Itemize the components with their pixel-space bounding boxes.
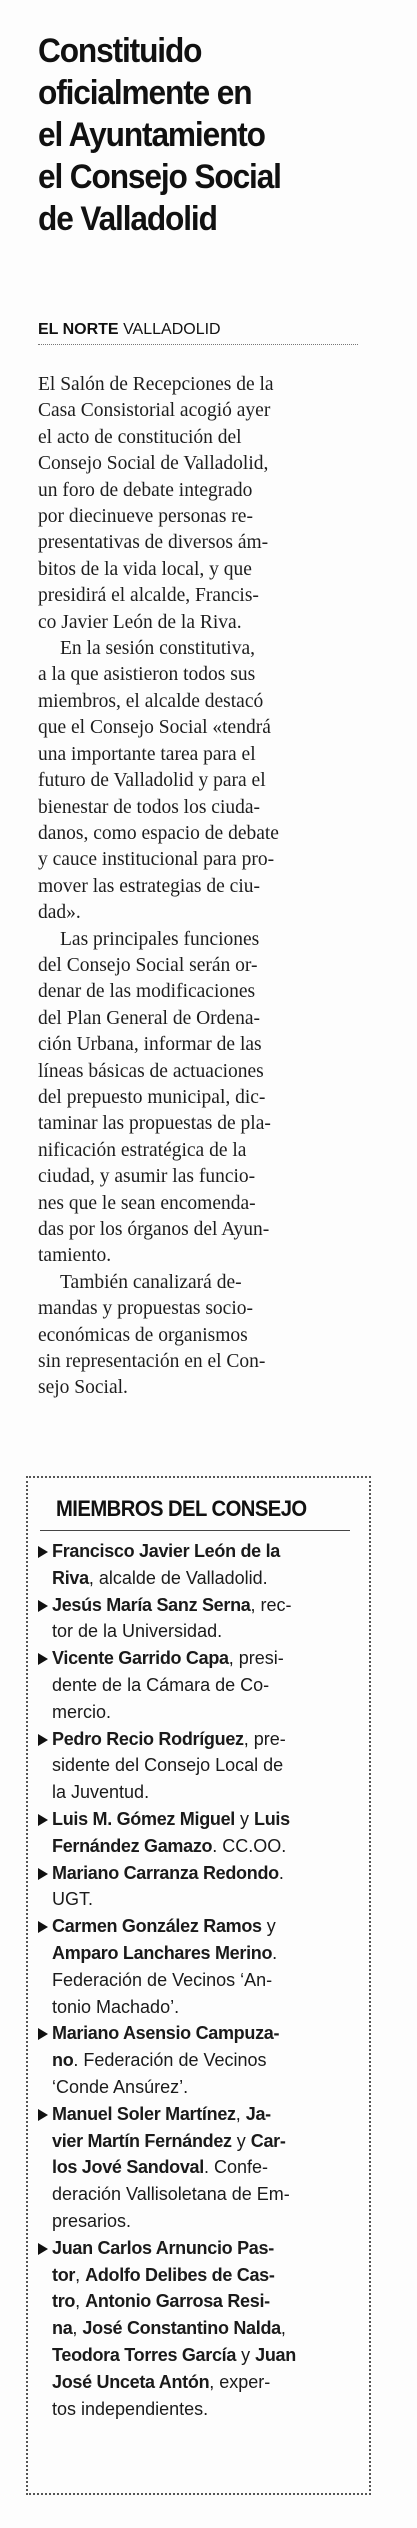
body-line: En la sesión constitutiva, bbox=[60, 638, 255, 660]
member-role: Federación de Vecinos ‘An- bbox=[52, 1969, 273, 1990]
member-line bbox=[52, 2288, 368, 2315]
member-line bbox=[52, 2101, 368, 2128]
member-name: no bbox=[52, 2050, 74, 2071]
member-line bbox=[52, 1672, 368, 1699]
member-role: , exper- bbox=[209, 2371, 271, 2392]
triangle-bullet-icon bbox=[38, 1546, 48, 1558]
member-role: . Confe- bbox=[203, 2157, 268, 2178]
body-line: sejo Social. bbox=[38, 1377, 128, 1399]
body-line: un foro de debate integrado bbox=[38, 479, 253, 501]
body-line: denar de las modificaciones bbox=[38, 981, 256, 1003]
triangle-bullet-icon bbox=[38, 1814, 48, 1826]
member-role: y bbox=[261, 1916, 276, 1937]
byline-divider bbox=[38, 344, 358, 345]
member-line bbox=[52, 2208, 368, 2235]
member-entry bbox=[38, 2020, 368, 2100]
member-role: . CC.OO. bbox=[212, 1835, 287, 1856]
member-name: Adolfo Delibes de Cas- bbox=[85, 2264, 275, 2285]
member-name: Amparo Lanchares Merino bbox=[52, 1942, 273, 1963]
byline-outlet: EL NORTE bbox=[38, 321, 119, 338]
body-line: das por los órganos del Ayun- bbox=[38, 1219, 270, 1240]
member-role: mercio. bbox=[52, 1701, 112, 1722]
body-line: miembros, el alcalde destacó bbox=[38, 690, 264, 712]
member-line bbox=[52, 2047, 368, 2074]
member-role: , bbox=[280, 2318, 286, 2339]
member-line bbox=[52, 1752, 368, 1779]
member-role: , bbox=[75, 2264, 86, 2285]
member-name: Juan Carlos Arnuncio Pas- bbox=[52, 2237, 274, 2258]
triangle-bullet-icon bbox=[38, 2109, 48, 2121]
member-line bbox=[52, 1565, 368, 1592]
body-line: También canalizará de- bbox=[60, 1271, 242, 1293]
article-headline bbox=[38, 30, 354, 240]
member-entry bbox=[38, 2235, 368, 2423]
member-role: , bbox=[75, 2291, 86, 2312]
member-line bbox=[52, 2181, 368, 2208]
member-name: tro bbox=[52, 2291, 76, 2312]
member-line bbox=[52, 1699, 368, 1726]
member-name: Jesús María Sanz Serna bbox=[52, 1594, 251, 1615]
member-name: José Unceta Antón bbox=[52, 2371, 210, 2392]
body-line: Consejo Social de Valladolid, bbox=[38, 453, 269, 475]
member-role: , alcalde de Valladolid. bbox=[88, 1567, 268, 1588]
body-line: y cauce institucional para pro- bbox=[38, 849, 275, 871]
body-line: tamiento. bbox=[38, 1245, 112, 1267]
member-line bbox=[52, 2396, 368, 2423]
member-role: , pre- bbox=[243, 1728, 286, 1749]
byline-place: VALLADOLID bbox=[123, 321, 221, 338]
body-line: a la que asistieron todos sus bbox=[38, 664, 256, 686]
body-line: del prepuesto municipal, dic- bbox=[38, 1086, 266, 1108]
triangle-bullet-icon bbox=[38, 1868, 48, 1880]
member-name: Teodora Torres García bbox=[52, 2344, 237, 2365]
member-role: UGT. bbox=[52, 1889, 94, 1910]
member-role: sidente del Consejo Local de bbox=[52, 1755, 284, 1776]
member-role: tor de la Universidad. bbox=[52, 1621, 223, 1642]
member-role: , presi- bbox=[228, 1648, 284, 1669]
triangle-bullet-icon bbox=[38, 1600, 48, 1612]
member-name: Car- bbox=[250, 2130, 286, 2151]
body-line: mover las estrategias de ciu- bbox=[38, 875, 260, 897]
member-line bbox=[52, 1886, 368, 1913]
member-role: y bbox=[231, 2130, 251, 2151]
member-line bbox=[52, 1618, 368, 1645]
body-line: el acto de constitución del bbox=[38, 426, 242, 448]
member-entry bbox=[38, 1913, 368, 2020]
body-line: líneas básicas de actuaciones bbox=[38, 1060, 264, 1082]
triangle-bullet-icon bbox=[38, 1734, 48, 1746]
member-name: Riva bbox=[52, 1567, 89, 1588]
member-line bbox=[52, 2342, 368, 2369]
member-role: tonio Machado’. bbox=[52, 1996, 180, 2017]
member-entry bbox=[38, 1726, 368, 1806]
member-line bbox=[52, 1592, 368, 1619]
member-line bbox=[52, 1913, 368, 1940]
member-name: na bbox=[52, 2318, 73, 2339]
member-entry bbox=[38, 2101, 368, 2235]
headline-line: oficialmente en bbox=[38, 74, 252, 112]
body-line: dad». bbox=[38, 902, 81, 924]
member-name: Manuel Soler Martínez bbox=[52, 2103, 236, 2124]
body-line: danos, como espacio de debate bbox=[38, 822, 279, 844]
member-entry bbox=[38, 1592, 368, 1646]
member-name: Juan bbox=[255, 2344, 296, 2365]
body-line: Casa Consistorial acogió ayer bbox=[38, 400, 271, 422]
member-name: vier Martín Fernández bbox=[52, 2130, 232, 2151]
triangle-bullet-icon bbox=[38, 1921, 48, 1933]
headline-line: el Ayuntamiento bbox=[38, 116, 265, 154]
member-line bbox=[52, 1860, 368, 1887]
member-name: Pedro Recio Rodríguez bbox=[52, 1728, 244, 1749]
body-line: nes que le sean encomenda- bbox=[38, 1192, 256, 1214]
member-line bbox=[52, 1833, 368, 1860]
member-role: . bbox=[278, 1862, 284, 1883]
member-role: . bbox=[272, 1942, 278, 1963]
body-line: nificación estratégica de la bbox=[38, 1139, 247, 1161]
member-name: tor bbox=[52, 2264, 76, 2285]
headline-line: el Consejo Social bbox=[38, 158, 281, 196]
body-line: del Plan General de Ordena- bbox=[38, 1007, 260, 1029]
member-name: Carmen González Ramos bbox=[52, 1916, 262, 1937]
body-line: taminar las propuestas de pla- bbox=[38, 1113, 271, 1135]
member-line bbox=[52, 1806, 368, 1833]
member-role: tos independientes. bbox=[52, 2398, 209, 2419]
member-line bbox=[52, 1726, 368, 1753]
body-line: co Javier León de la Riva. bbox=[38, 611, 242, 633]
member-name: los Jové Sandoval bbox=[52, 2157, 204, 2178]
member-name: Luis bbox=[254, 1808, 290, 1829]
members-box-title-divider bbox=[40, 1530, 350, 1531]
member-name: José Constantino Nalda bbox=[82, 2318, 281, 2339]
member-name: Fernández Gamazo bbox=[52, 1835, 213, 1856]
member-line bbox=[52, 2154, 368, 2181]
member-line bbox=[52, 2074, 368, 2101]
member-line bbox=[52, 1940, 368, 1967]
member-line bbox=[52, 2315, 368, 2342]
members-list bbox=[38, 1538, 368, 2422]
member-role: . Federación de Vecinos bbox=[73, 2050, 267, 2071]
member-role: , rec- bbox=[250, 1594, 292, 1615]
body-line: presidirá el alcalde, Francis- bbox=[38, 585, 259, 607]
member-role: y bbox=[236, 2344, 256, 2365]
member-line bbox=[52, 1538, 368, 1565]
body-line: ción Urbana, informar de las bbox=[38, 1034, 262, 1056]
body-line: por diecinueve personas re- bbox=[38, 506, 253, 528]
member-name: Mariano Carranza Redondo bbox=[52, 1862, 279, 1883]
member-line bbox=[52, 1994, 368, 2021]
body-line: El Salón de Recepciones de la bbox=[38, 374, 274, 395]
headline-line: de Valladolid bbox=[38, 200, 217, 238]
body-line: que el Consejo Social «tendrá bbox=[38, 717, 271, 739]
triangle-bullet-icon bbox=[38, 2028, 48, 2040]
member-line bbox=[52, 2262, 368, 2289]
body-line: económicas de organismos bbox=[38, 1324, 248, 1346]
article-byline bbox=[38, 321, 378, 339]
headline-line: Constituido bbox=[38, 32, 202, 70]
body-line: una importante tarea para el bbox=[38, 743, 256, 765]
member-role: presarios. bbox=[52, 2210, 132, 2231]
body-line: presentativas de diversos ám- bbox=[38, 532, 269, 554]
member-name: Vicente Garrido Capa bbox=[52, 1648, 229, 1669]
member-line bbox=[52, 1779, 368, 1806]
member-entry bbox=[38, 1806, 368, 1860]
body-line: bitos de la vida local, y que bbox=[38, 558, 252, 580]
body-line: sin representación en el Con- bbox=[38, 1351, 266, 1373]
body-line: ciudad, y asumir las funcio- bbox=[38, 1166, 256, 1188]
article-body bbox=[38, 372, 368, 1402]
member-role: , bbox=[235, 2103, 246, 2124]
member-line bbox=[52, 2235, 368, 2262]
member-entry bbox=[38, 1645, 368, 1725]
member-name: Antonio Garrosa Resi- bbox=[85, 2291, 270, 2312]
member-name: Luis M. Gómez Miguel bbox=[52, 1808, 236, 1829]
body-line: Las principales funciones bbox=[60, 928, 260, 950]
triangle-bullet-icon bbox=[38, 2243, 48, 2255]
member-name: Ja- bbox=[245, 2103, 271, 2124]
member-role: ‘Conde Ansúrez’. bbox=[52, 2076, 189, 2097]
triangle-bullet-icon bbox=[38, 1653, 48, 1665]
body-line: del Consejo Social serán or- bbox=[38, 954, 258, 976]
member-role: deración Vallisoletana de Em- bbox=[52, 2184, 290, 2205]
member-entry bbox=[38, 1538, 368, 1592]
body-line: bienestar de todos los ciuda- bbox=[38, 796, 261, 818]
member-line bbox=[52, 1967, 368, 1994]
member-line bbox=[52, 2128, 368, 2155]
member-role: , bbox=[72, 2318, 83, 2339]
member-role: la Juventud. bbox=[52, 1782, 150, 1803]
body-line: futuro de Valladolid y para el bbox=[38, 770, 266, 792]
member-line bbox=[52, 1645, 368, 1672]
member-name: Mariano Asensio Campuza- bbox=[52, 2023, 280, 2044]
member-entry bbox=[38, 1860, 368, 1914]
member-name: Francisco Javier León de la bbox=[52, 1541, 281, 1561]
body-line: mandas y propuestas socio- bbox=[38, 1298, 253, 1320]
member-line bbox=[52, 2369, 368, 2396]
member-role: dente de la Cámara de Co- bbox=[52, 1674, 270, 1695]
member-role: y bbox=[235, 1808, 255, 1829]
member-line bbox=[52, 2020, 368, 2047]
members-box-title: MIEMBROS DEL CONSEJO bbox=[56, 1496, 307, 1521]
